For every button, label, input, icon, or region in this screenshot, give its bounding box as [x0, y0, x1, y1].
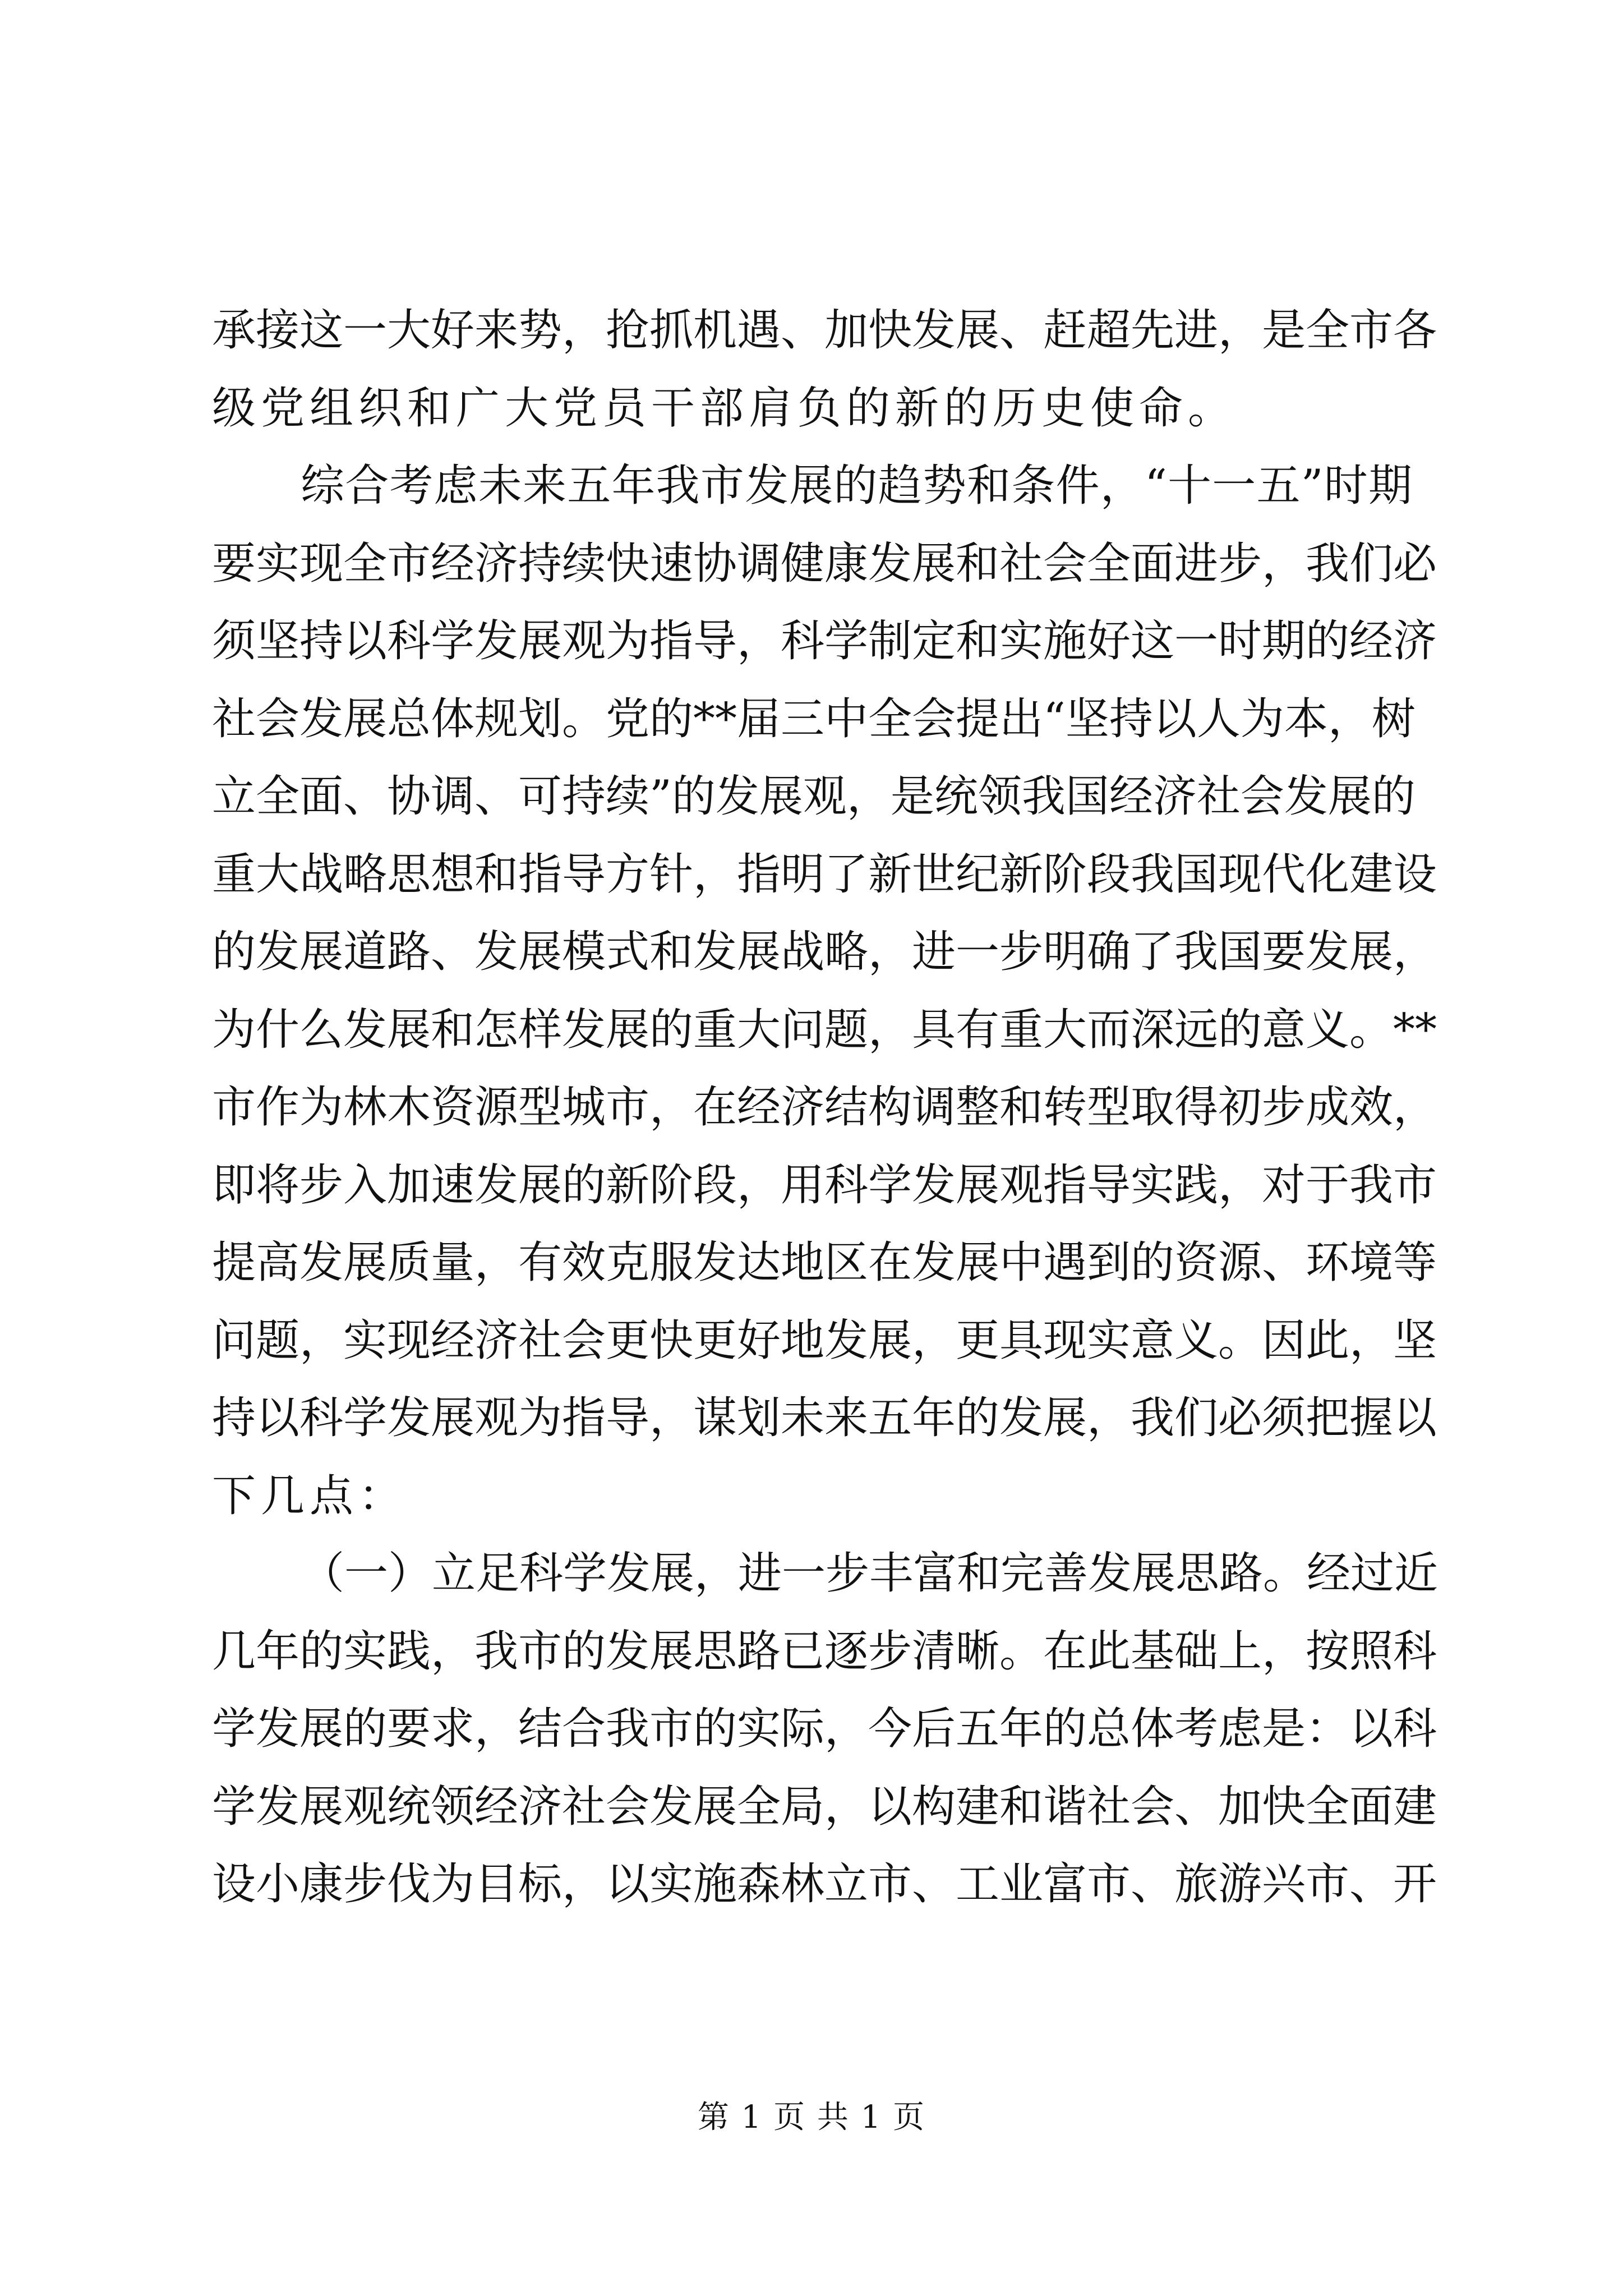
page-number-label: 第 1 页 共 1 页 [697, 2099, 926, 2136]
text-line: 几年的实践，我市的发展思路已逐步清晰。在此基础上，按照科 [212, 1626, 1437, 1677]
paragraph-start-line: 综合考虑未来五年我市发展的趋势和条件，“十一五”时期 [301, 461, 1412, 511]
document-body [212, 292, 1438, 1924]
text-line: 问题，实现经济社会更快更好地发展，更具现实意义。因此，坚 [212, 1315, 1437, 1366]
page-footer [0, 2095, 1623, 2140]
text-line: 学发展的要求，结合我市的实际，今后五年的总体考虑是：以科 [212, 1704, 1437, 1754]
text-line: 即将步入加速发展的新阶段，用科学发展观指导实践，对于我市 [212, 1159, 1437, 1211]
text-line: 学发展观统领经济社会发展全局，以构建和谐社会、加快全面建 [212, 1781, 1437, 1832]
text-line: 立全面、协调、可持续”的发展观，是统领我国经济社会发展的 [212, 771, 1415, 822]
text-line: 社会发展总体规划。党的**届三中全会提出“坚持以人为本，树 [212, 693, 1415, 744]
paragraph-start-line: （一）立足科学发展，进一步丰富和完善发展思路。经过近 [301, 1548, 1438, 1599]
text-line: 市作为林木资源型城市，在经济结构调整和转型取得初步成效， [212, 1082, 1437, 1133]
text-line: 设小康步伐为目标，以实施森林立市、工业富市、旅游兴市、开 [212, 1859, 1437, 1910]
text-line: 提高发展质量，有效克服发达地区在发展中遇到的资源、环境等 [212, 1237, 1437, 1288]
text-line: 须坚持以科学发展观为指导，科学制定和实施好这一时期的经济 [212, 616, 1437, 666]
text-line: 的发展道路、发展模式和发展战略，进一步明确了我国要发展， [212, 927, 1437, 977]
text-line: 级党组织和广大党员干部肩负的新的历史使命。 [212, 383, 1237, 434]
text-line: 下几点： [212, 1470, 408, 1521]
text-line: 要实现全市经济持续快速协调健康发展和社会全面进步，我们必 [212, 538, 1437, 589]
text-line: 为什么发展和怎样发展的重大问题，具有重大而深远的意义。** [212, 1004, 1437, 1055]
text-line: 持以科学发展观为指导，谋划未来五年的发展，我们必须把握以 [212, 1393, 1437, 1443]
text-line: 承接这一大好来势，抢抓机遇、加快发展、赶超先进，是全市各 [212, 305, 1437, 356]
text-line: 重大战略思想和指导方针，指明了新世纪新阶段我国现代化建设 [212, 849, 1437, 900]
